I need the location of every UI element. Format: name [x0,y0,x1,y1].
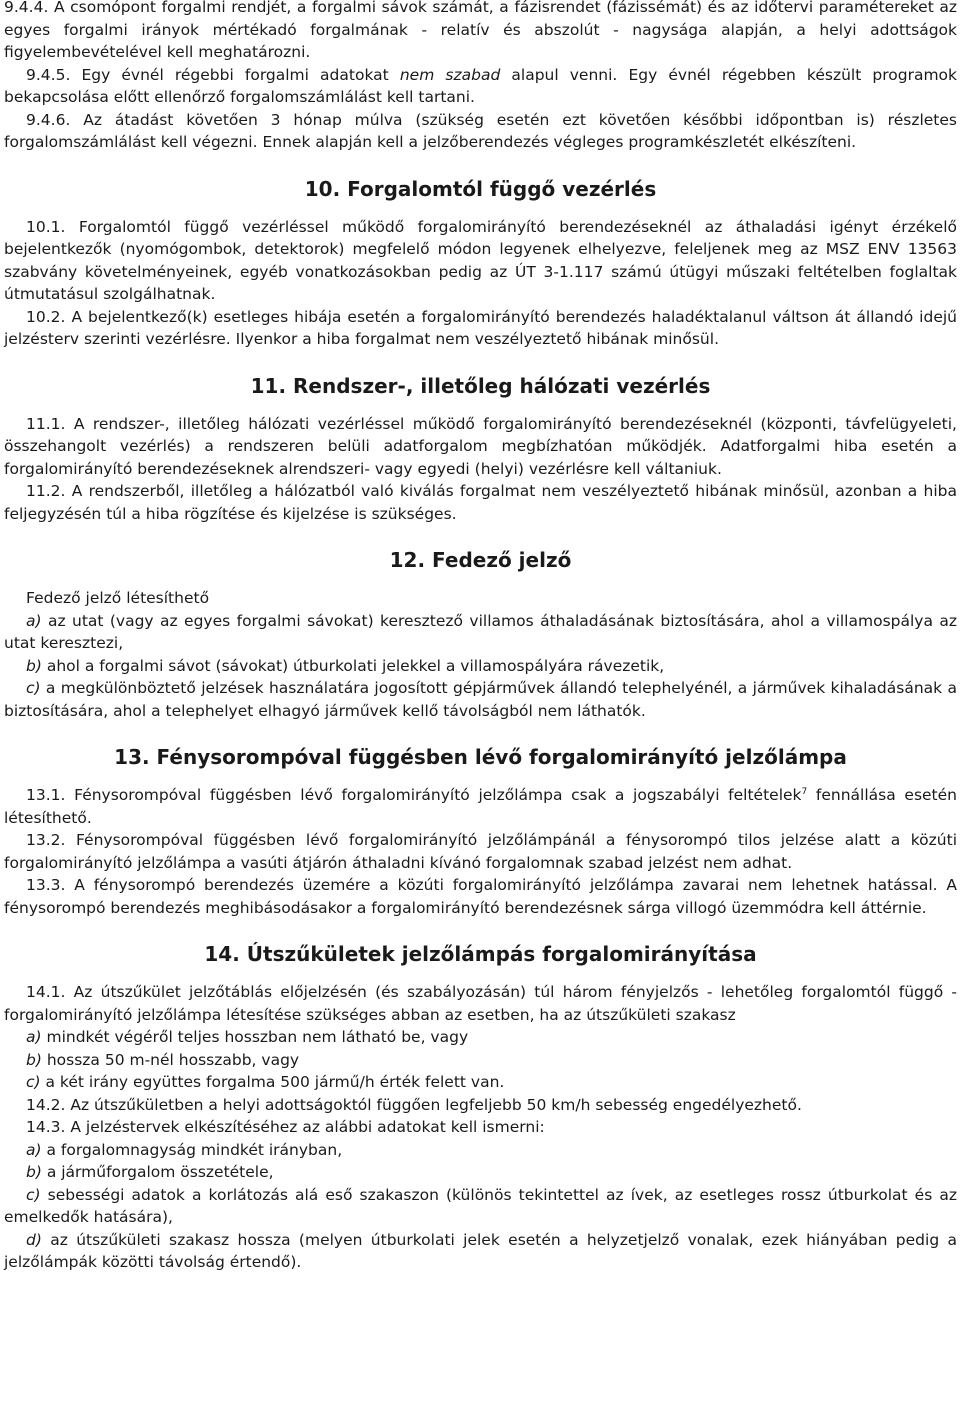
paragraph-9-4-5 [4,64,957,109]
list-label: b) [26,1050,42,1069]
section-number: 14.3. [26,1118,66,1136]
emphasis-text: nem szabad [399,65,501,84]
paragraph-14-1 [4,981,957,1026]
paragraph-14-2 [4,1094,957,1117]
list-item-14-1-a [4,1026,957,1049]
list-label: b) [26,1163,42,1181]
list-item-14-3-d [4,1229,957,1274]
paragraph-11-1 [4,413,957,481]
list-text: a járműforgalom összetétele, [41,1163,274,1181]
section-number: 13.2. [26,831,66,849]
list-text: sebességi adatok a korlátozás alá eső szakaszon (különös tekintettel az ívek, az esetleges rossz útburkolat és az emelkedők hatására), [4,1185,957,1226]
section-number: 14.2. [26,1095,66,1114]
paragraph-text: Az útszűkületben a helyi adottságoktól függően legfeljebb 50 km/h sebesség engedélyezhető. [65,1095,802,1114]
heading-10: 10. Forgalomtól függő vezérlés [304,176,657,201]
paragraph-text: alapul venni. Egy évnél régebben készült programok bekapcsolása előtt ellenőrző forgalomszámlálást kell tartani. [4,65,958,106]
section-number: 10.1. [26,217,66,236]
section-number: 13.3. [26,876,66,894]
section-number: 13.1. [26,786,66,804]
paragraph-text: Forgalomtól függő vezérléssel működő forgalomirányító berendezéseknél az áthaladási igényt érzékelő bejelentkezők (nyomógombok, detektorok) megfelelő módon legyenek elhelyezve, feleljenek meg az MSZ ENV 13563 szabvány követelményeinek, egyéb vonatkozásokban pedig az ÚT 3-1.117 számú útügyi műszaki feltételben foglaltak útmutatásul szolgálhatnak. [4,217,957,303]
list-item-14-1-b [4,1049,957,1072]
paragraph-text: A jelzéstervek elkészítéséhez az alábbi adatokat kell ismerni: [65,1118,545,1136]
paragraph-14-3 [4,1116,957,1139]
footnote-reference[interactable]: 7 [801,786,808,797]
list-text: a megkülönböztető jelzések használatára jogosított gépjárművek állandó telephelyénél, a járművek kihaladásának a biztosítására, ahol a telephelyet elhagyó járművek kellő távolságból nem láthatók. [4,679,957,720]
section-number: 11.1. [26,414,66,433]
section-number: 11.2. [26,482,66,500]
section-number: 14.1. [26,983,66,1001]
paragraph-text: A rendszer-, illetőleg hálózati vezérléssel működő forgalomirányító berendezéseknél (központi, távfelügyeleti, összehangolt vezérlés) a rendszeren belüli adatforgalom megbízhatóan működjék. Adatforgalmi hiba esetén a forgalomirányító berendezéseknek alrendszeri- vagy egyedi (helyi) vezérlésre kell váltaniuk. [4,414,957,478]
list-label: a) [26,1028,42,1046]
list-item-14-1-c [4,1071,957,1094]
list-label: c) [26,1185,41,1204]
list-label: b) [26,656,42,675]
paragraph-11-2 [4,480,957,525]
paragraph-13-3 [4,874,957,919]
paragraph-13-1 [4,784,957,829]
list-label: c) [26,1073,41,1091]
paragraph-text: Fénysorompóval függésben lévő forgalomirányító jelzőlámpánál a fénysorompó tilos jelzése alatt a közúti forgalomirányító jelzőlámpa a vasúti átjárón áthaladni kívánó forgalomnak szabad jelzést nem adhat. [4,831,957,872]
list-item-12-c [4,677,957,722]
heading-12: 12. Fedező jelző [389,548,572,572]
list-item-12-b [4,655,957,678]
paragraph-text: Az átadást követően 3 hónap múlva (szükség esetén ezt követően későbbi időpontban is) részletes forgalomszámlálást kell végezni. Ennek alapján kell a jelzőberendezés végleges programkészletét elkészíteni. [4,110,957,151]
paragraph-10-2 [4,306,957,351]
paragraph-9-4-4 [4,0,957,64]
heading-14: 14. Útszűkületek jelzőlámpás forgalomirányítása [204,942,757,966]
list-label: a) [26,1140,42,1159]
paragraph-text: A fénysorompó berendezés üzemére a közúti forgalomirányító jelzőlámpa zavarai nem lehetnek hatással. A fénysorompó berendezés meghibásodásakor a forgalomirányító berendezésnek sárga villogó üzemmódra kell áttérnie. [4,876,957,917]
paragraph-text: A rendszerből, illetőleg a hálózatból való kiválás forgalmat nem veszélyeztető hibának minősül, azonban a hiba feljegyzésén túl a hiba rögzítése és kijelzése is szükséges. [4,482,957,523]
list-label: c) [26,679,41,697]
list-text: ahol a forgalmi sávot (sávokat) útburkolati jelekkel a villamospályára rávezetik, [41,656,665,675]
list-text: az utat (vagy az egyes forgalmi sávokat) keresztező villamos áthaladásának biztosítására, ahol a villamospálya az utat keresztezi, [4,611,957,652]
list-item-14-3-b [4,1161,957,1184]
list-item-12-a [4,610,957,655]
list-label: a) [26,611,42,630]
section-number: 9.4.4. [4,0,49,16]
paragraph-text: Fénysorompóval függésben lévő forgalomirányító jelzőlámpa csak a jogszabályi feltételek [65,786,802,804]
section-number: 10.2. [26,307,66,326]
paragraph-text: fennállása esetén létesíthető. [4,786,957,827]
list-text: az útszűkületi szakasz hossza (melyen útburkolati jelek esetén a helyzetjelző vonalak, ezek hiányában pedig a jelzőlámpák közötti távolság értendő). [4,1230,957,1271]
paragraph-text: A bejelentkező(k) esetleges hibája esetén a forgalomirányító berendezés haladéktalanul váltson át állandó idejű jelzésterv szerinti vezérlésre. Ilyenkor a hiba forgalmat nem veszélyeztető hibának minősül. [4,307,957,348]
list-text: a forgalomnagyság mindkét irányban, [41,1140,343,1159]
list-text: mindkét végéről teljes hosszban nem látható be, vagy [41,1028,469,1046]
paragraph-9-4-6 [4,109,957,154]
heading-13: 13. Fénysorompóval függésben lévő forgalomirányító jelzőlámpa [114,745,847,769]
paragraph-text: A csomópont forgalmi rendjét, a forgalmi sávok számát, a fázisrendet (fázissémát) és az időtervi paramétereket az egyes forgalmi irányok mértékadó forgalmának - relatív és abszolút - nagysága alapján, a helyi adottságok figyelembevételével kell meghatározni. [4,0,957,61]
list-text: a két irány együttes forgalma 500 jármű/h érték felett van. [40,1073,505,1091]
section-number: 9.4.6. [26,110,71,129]
paragraph-13-2 [4,829,957,874]
paragraph-12-intro: Fedező jelző létesíthető [26,589,210,607]
list-item-14-3-a [4,1139,957,1162]
list-label: d) [26,1230,42,1249]
list-text: hossza 50 m-nél hosszabb, vagy [41,1050,300,1069]
paragraph-text: Az útszűkület jelzőtáblás előjelzésén (és szabályozásán) túl három fényjelzős - lehetőleg forgalomtól függő - forgalomirányító jelzőlámpa létesítése szükséges abban az esetben, ha az útszűkületi szakasz [4,983,957,1024]
paragraph-text: Egy évnél régebbi forgalmi adatokat [70,65,400,84]
list-item-14-3-c [4,1184,957,1229]
section-number: 9.4.5. [26,65,71,84]
paragraph-10-1 [4,216,957,306]
heading-11: 11. Rendszer-, illetőleg hálózati vezérlés [250,373,711,398]
